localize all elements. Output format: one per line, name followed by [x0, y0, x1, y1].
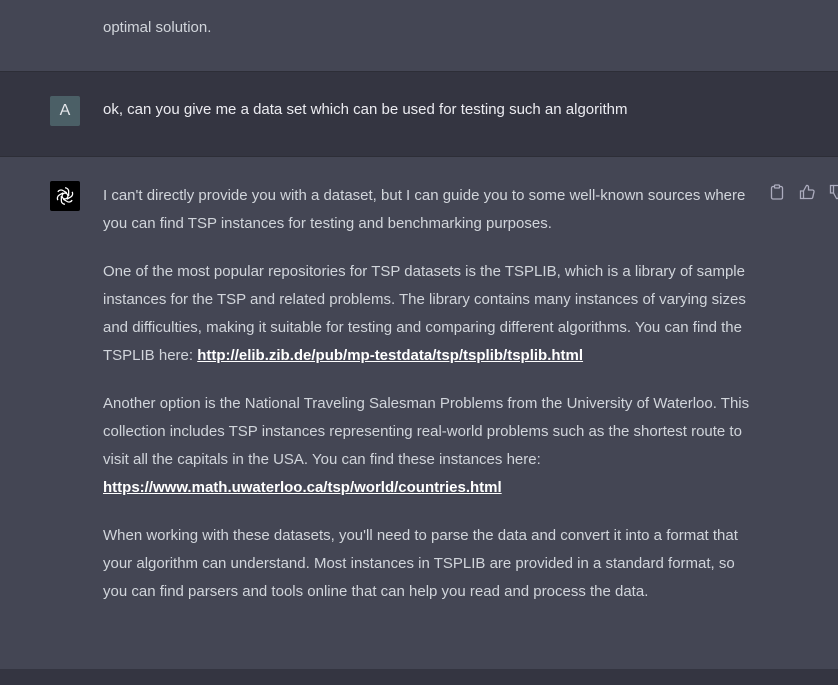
- previous-message-block: [0, 0, 838, 71]
- clipboard-icon[interactable]: [768, 183, 786, 201]
- thumbs-up-icon[interactable]: [798, 183, 816, 201]
- assistant-message-content: [103, 182, 763, 626]
- thumbs-down-icon[interactable]: [828, 183, 838, 201]
- user-message-block: [0, 71, 838, 157]
- assistant-paragraph-2: [103, 258, 763, 370]
- openai-logo-icon: [50, 181, 80, 211]
- message-actions: [768, 183, 838, 201]
- assistant-paragraph-4: When working with these datasets, you'll need to parse the data and convert it into a format that your algorithm can understand. Most instances in TSPLIB are provided in a standard format, so you can find parsers and tools online that can help you read and process the data.: [103, 527, 738, 600]
- tsplib-link[interactable]: http://elib.zib.de/pub/mp-testdata/tsp/tsplib/tsplib.html: [197, 347, 584, 364]
- waterloo-link[interactable]: https://www.math.uwaterloo.ca/tsp/world/countries.html: [103, 479, 502, 496]
- previous-message-tail: optimal solution.: [103, 19, 212, 36]
- user-avatar: A: [50, 96, 80, 126]
- assistant-paragraph-3: [103, 390, 763, 502]
- assistant-message-block: [0, 157, 838, 669]
- bottom-bar: [0, 669, 838, 685]
- paragraph-2-text: One of the most popular repositories for TSP datasets is the TSPLIB, which is a library of sample instances for the TSP and related problems. The library contains many instances of varying sizes and difficulties, making it suitable for testing and comparing different algorithms. You can find the TSPLIB here:: [103, 263, 746, 364]
- user-message-text: ok, can you give me a data set which can be used for testing such an algorithm: [103, 101, 628, 118]
- previous-message-text: [103, 0, 763, 42]
- paragraph-3-text: Another option is the National Traveling Salesman Problems from the University of Waterloo. This collection includes TSP instances representing real-world problems such as the shortest route to visit all the capitals in the USA. You can find these instances here:: [103, 395, 750, 468]
- assistant-paragraph-1: I can't directly provide you with a dataset, but I can guide you to some well-known sources where you can find TSP instances for testing and benchmarking purposes.: [103, 187, 746, 232]
